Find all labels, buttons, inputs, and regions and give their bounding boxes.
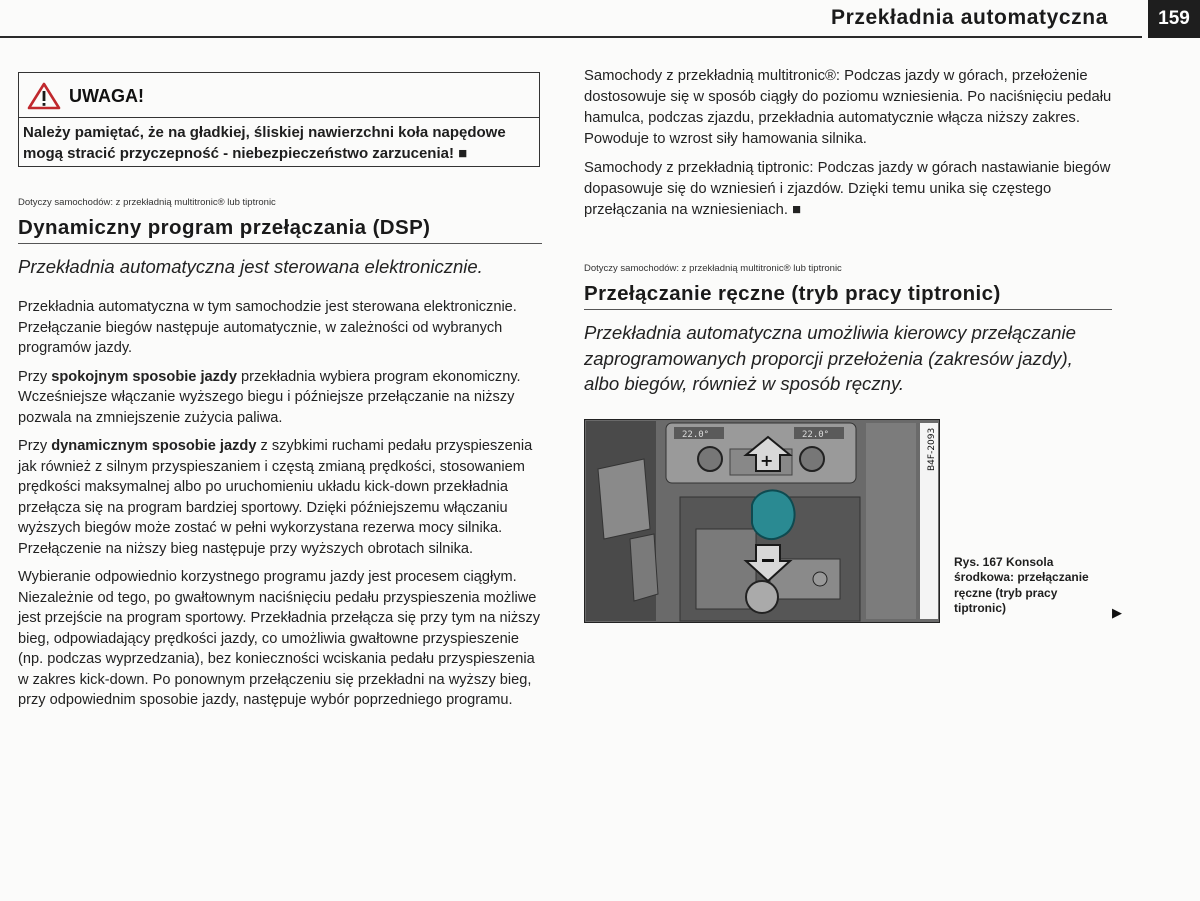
bold-term: dynamicznym sposobie jazdy bbox=[51, 438, 257, 454]
figure-167 bbox=[584, 419, 1122, 625]
console-illustration bbox=[584, 419, 940, 623]
page-number: 159 bbox=[1148, 0, 1200, 38]
temp-left-readout: 22.0° bbox=[682, 429, 710, 440]
warning-triangle-icon bbox=[27, 82, 61, 110]
warning-text-content: Należy pamiętać, że na gładkiej, śliskiej nawierzchni koła napędowe mogą stracić przyczepność - niebezpieczeństwo zarzucenia! bbox=[23, 124, 506, 162]
left-column bbox=[18, 72, 542, 719]
lead-tiptronic: Przekładnia automatyczna umożliwia kierowcy przełączanie zaprogramowanych proporcji przełożenia (zakresów jazdy), albo biegów, również w sposób ręczny. bbox=[584, 322, 1076, 394]
spacer bbox=[584, 229, 1112, 263]
warning-text bbox=[19, 118, 539, 166]
figure-code: B4F-2093 bbox=[927, 427, 937, 471]
paragraph-tiptronic bbox=[584, 158, 1112, 221]
end-mark: ■ bbox=[458, 145, 468, 162]
warning-title: UWAGA! bbox=[69, 85, 144, 106]
paragraph-multitronic: Samochody z przekładnią multitronic®: Podczas jazdy w górach, przełożenie dostosowuje się w sposób ciągły do poziomu wzniesienia. Po naciśnięciu pedału hamulca, podczas zjazdu, przekładnia automatycznie włącza niższy zakres. Powoduje to wzrost siły hamowania silnika. bbox=[584, 68, 1112, 147]
paragraph-4: Wybieranie odpowiednio korzystnego programu jazdy jest procesem ciągłym. Niezależnie od tego, po gwałtownym naciśnięciu pedału przyspieszenia możliwe jest przejście na program sportowy. Przekładnia przełącza się przy tym na niższy bieg, odpowiadający prędkości jazdy, co umożliwia gwałtowne przyspieszenie (np. podczas wyprzedzania), bez konieczności wciskania pedału przyspieszenia w zakres kick-down. Po ponownym przełączeniu się przekładni na wyższy bieg, przy odpowiednim sposobie jazdy, następuje wybór poprzedniego programu. bbox=[18, 569, 541, 708]
paragraph-3 bbox=[18, 436, 542, 559]
figure-caption: Rys. 167 Konsola środkowa: przełączanie ręczne (tryb pracy tiptronic) bbox=[954, 554, 1089, 615]
section-title-dsp: Dynamiczny program przełączania (DSP) bbox=[18, 216, 542, 244]
warning-box bbox=[18, 72, 540, 167]
svg-text:+: + bbox=[760, 450, 774, 470]
paragraph-2 bbox=[18, 367, 542, 429]
bold-term: spokojnym sposobie jazdy bbox=[51, 368, 237, 385]
end-mark: ■ bbox=[792, 202, 802, 218]
applies-to-note: Dotyczy samochodów: z przekładnią multitronic® lub tiptronic bbox=[18, 197, 276, 208]
applies-to-note: Dotyczy samochodów: z przekładnią multitronic® lub tiptronic bbox=[584, 263, 842, 274]
warning-header bbox=[19, 73, 539, 118]
text-span: przekładnia wybiera program ekonomiczny. Wcześniejsze włączanie wyższego biegu i późniejsze przełączanie na niższy pozwala na zmniejszenie zużycia paliwa. bbox=[18, 368, 521, 426]
text-span: Samochody z przekładnią tiptronic: Podczas jazdy w górach nastawianie biegów dopasowuje się do wzniesień i zjazdów. Dzięki temu unika się częstego przełączania na wzniesieniach. bbox=[584, 160, 1111, 218]
running-title: Przekładnia automatyczna bbox=[831, 6, 1108, 29]
temp-right-readout: 22.0° bbox=[802, 429, 830, 440]
header-rule bbox=[0, 36, 1142, 38]
text-span: Przy bbox=[18, 438, 52, 454]
right-column bbox=[584, 66, 1122, 625]
paragraph-1: Przekładnia automatyczna w tym samochodzie jest sterowana elektronicznie. Przełączanie biegów następuje automatycznie, w zależności od wybranych programów jazdy. bbox=[18, 299, 517, 356]
continue-arrow-icon: ▶ bbox=[1112, 604, 1122, 620]
text-span: z szybkimi ruchami pedału przyspieszenia jak również z silnym przyspieszaniem i częstą zmianą prędkości, stosowaniem prędkości maksymalnej albo po uruchomieniu układu kick-down przekładnia przełącza się na program bardziej sportowy. Dzięki późniejszemu włączaniu wyższych biegów może zostać w pełni wykorzystana rezerwa mocy silnika. Przełączenie na niższy bieg następuje przy wyższych obrotach silnika. bbox=[18, 438, 533, 557]
lead-dsp: Przekładnia automatyczna jest sterowana elektronicznie. bbox=[18, 256, 483, 277]
section-title-tiptronic: Przełączanie ręczne (tryb pracy tiptronic) bbox=[584, 282, 1112, 310]
text-span: Przy bbox=[18, 368, 52, 385]
